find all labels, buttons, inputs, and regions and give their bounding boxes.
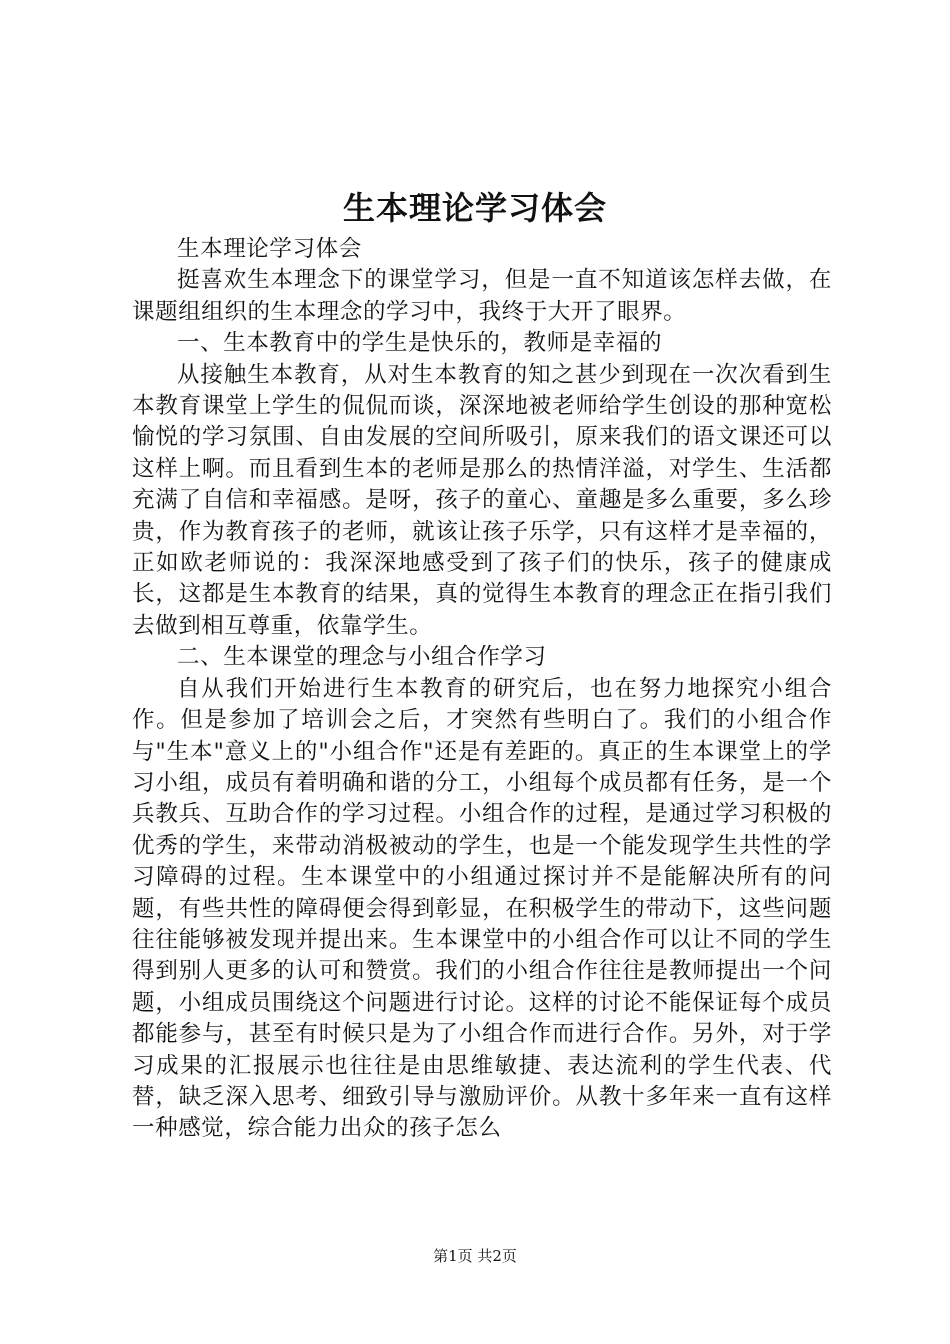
paragraph-section-1: 从接触生本教育，从对生本教育的知之甚少到现在一次次看到生本教育课堂上学生的侃侃而谈，深深地被老师给学生创设的那种宽松愉悦的学习氛围、自由发展的空间所吸引，原来我们的语文课还可以这样上啊。而且看到生本的老师是那么的热情洋溢，对学生、生活都充满了自信和幸福感。是呀，孩子的童心、童趣是多么重要，多么珍贵，作为教育孩子的老师，就该让孩子乐学，只有这样才是幸福的，正如欧老师说的：我深深地感受到了孩子们的快乐，孩子的健康成长，这都是生本教育的结果，真的觉得生本教育的理念正在指引我们去做到相互尊重，依靠学生。 (132, 361, 832, 639)
paragraph-section-2: 自从我们开始进行生本教育的研究后，也在努力地探究小组合作。但是参加了培训会之后，才突然有些明白了。我们的小组合作与"生本"意义上的"小组合作"还是有差距的。真正的生本课堂上的学习小组，成员有着明确和谐的分工，小组每个成员都有任务，是一个兵教兵、互助合作的学习过程。小组合作的过程，是通过学习积极的优秀的学生，来带动消极被动的学生，也是一个能发现学生共性的学习障碍的过程。生本课堂中的小组通过探讨并不是能解决所有的问题，有些共性的障碍便会得到彰显，在积极学生的带动下，这些问题往往能够被发现并提出来。生本课堂中的小组合作可以让不同的学生得到别人更多的认可和赞赏。我们的小组合作往往是教师提出一个问题，小组成员围绕这个问题进行讨论。这样的讨论不能保证每个成员都能参与，甚至有时候只是为了小组合作而进行合作。另外，对于学习成果的汇报展示也往往是由思维敏捷、表达流利的学生代表、代替，缺乏深入思考、细致引导与激励评价。从教十多年来一直有这样一种感觉，综合能力出众的孩子怎么 (132, 675, 832, 1142)
page-footer: 第1页 共2页 (433, 1247, 517, 1265)
paragraph-intro: 挺喜欢生本理念下的课堂学习，但是一直不知道该怎样去做，在课题组组织的生本理念的学习中，我终于大开了眼界。 (132, 267, 832, 325)
section-heading-1: 一、生本教育中的学生是快乐的，教师是幸福的 (177, 330, 663, 357)
paragraph-subtitle: 生本理论学习体会 (177, 236, 362, 262)
document-title: 生本理论学习体会 (342, 189, 607, 227)
section-heading-2: 二、生本课堂的理念与小组合作学习 (177, 644, 547, 671)
document-body (132, 234, 832, 1145)
